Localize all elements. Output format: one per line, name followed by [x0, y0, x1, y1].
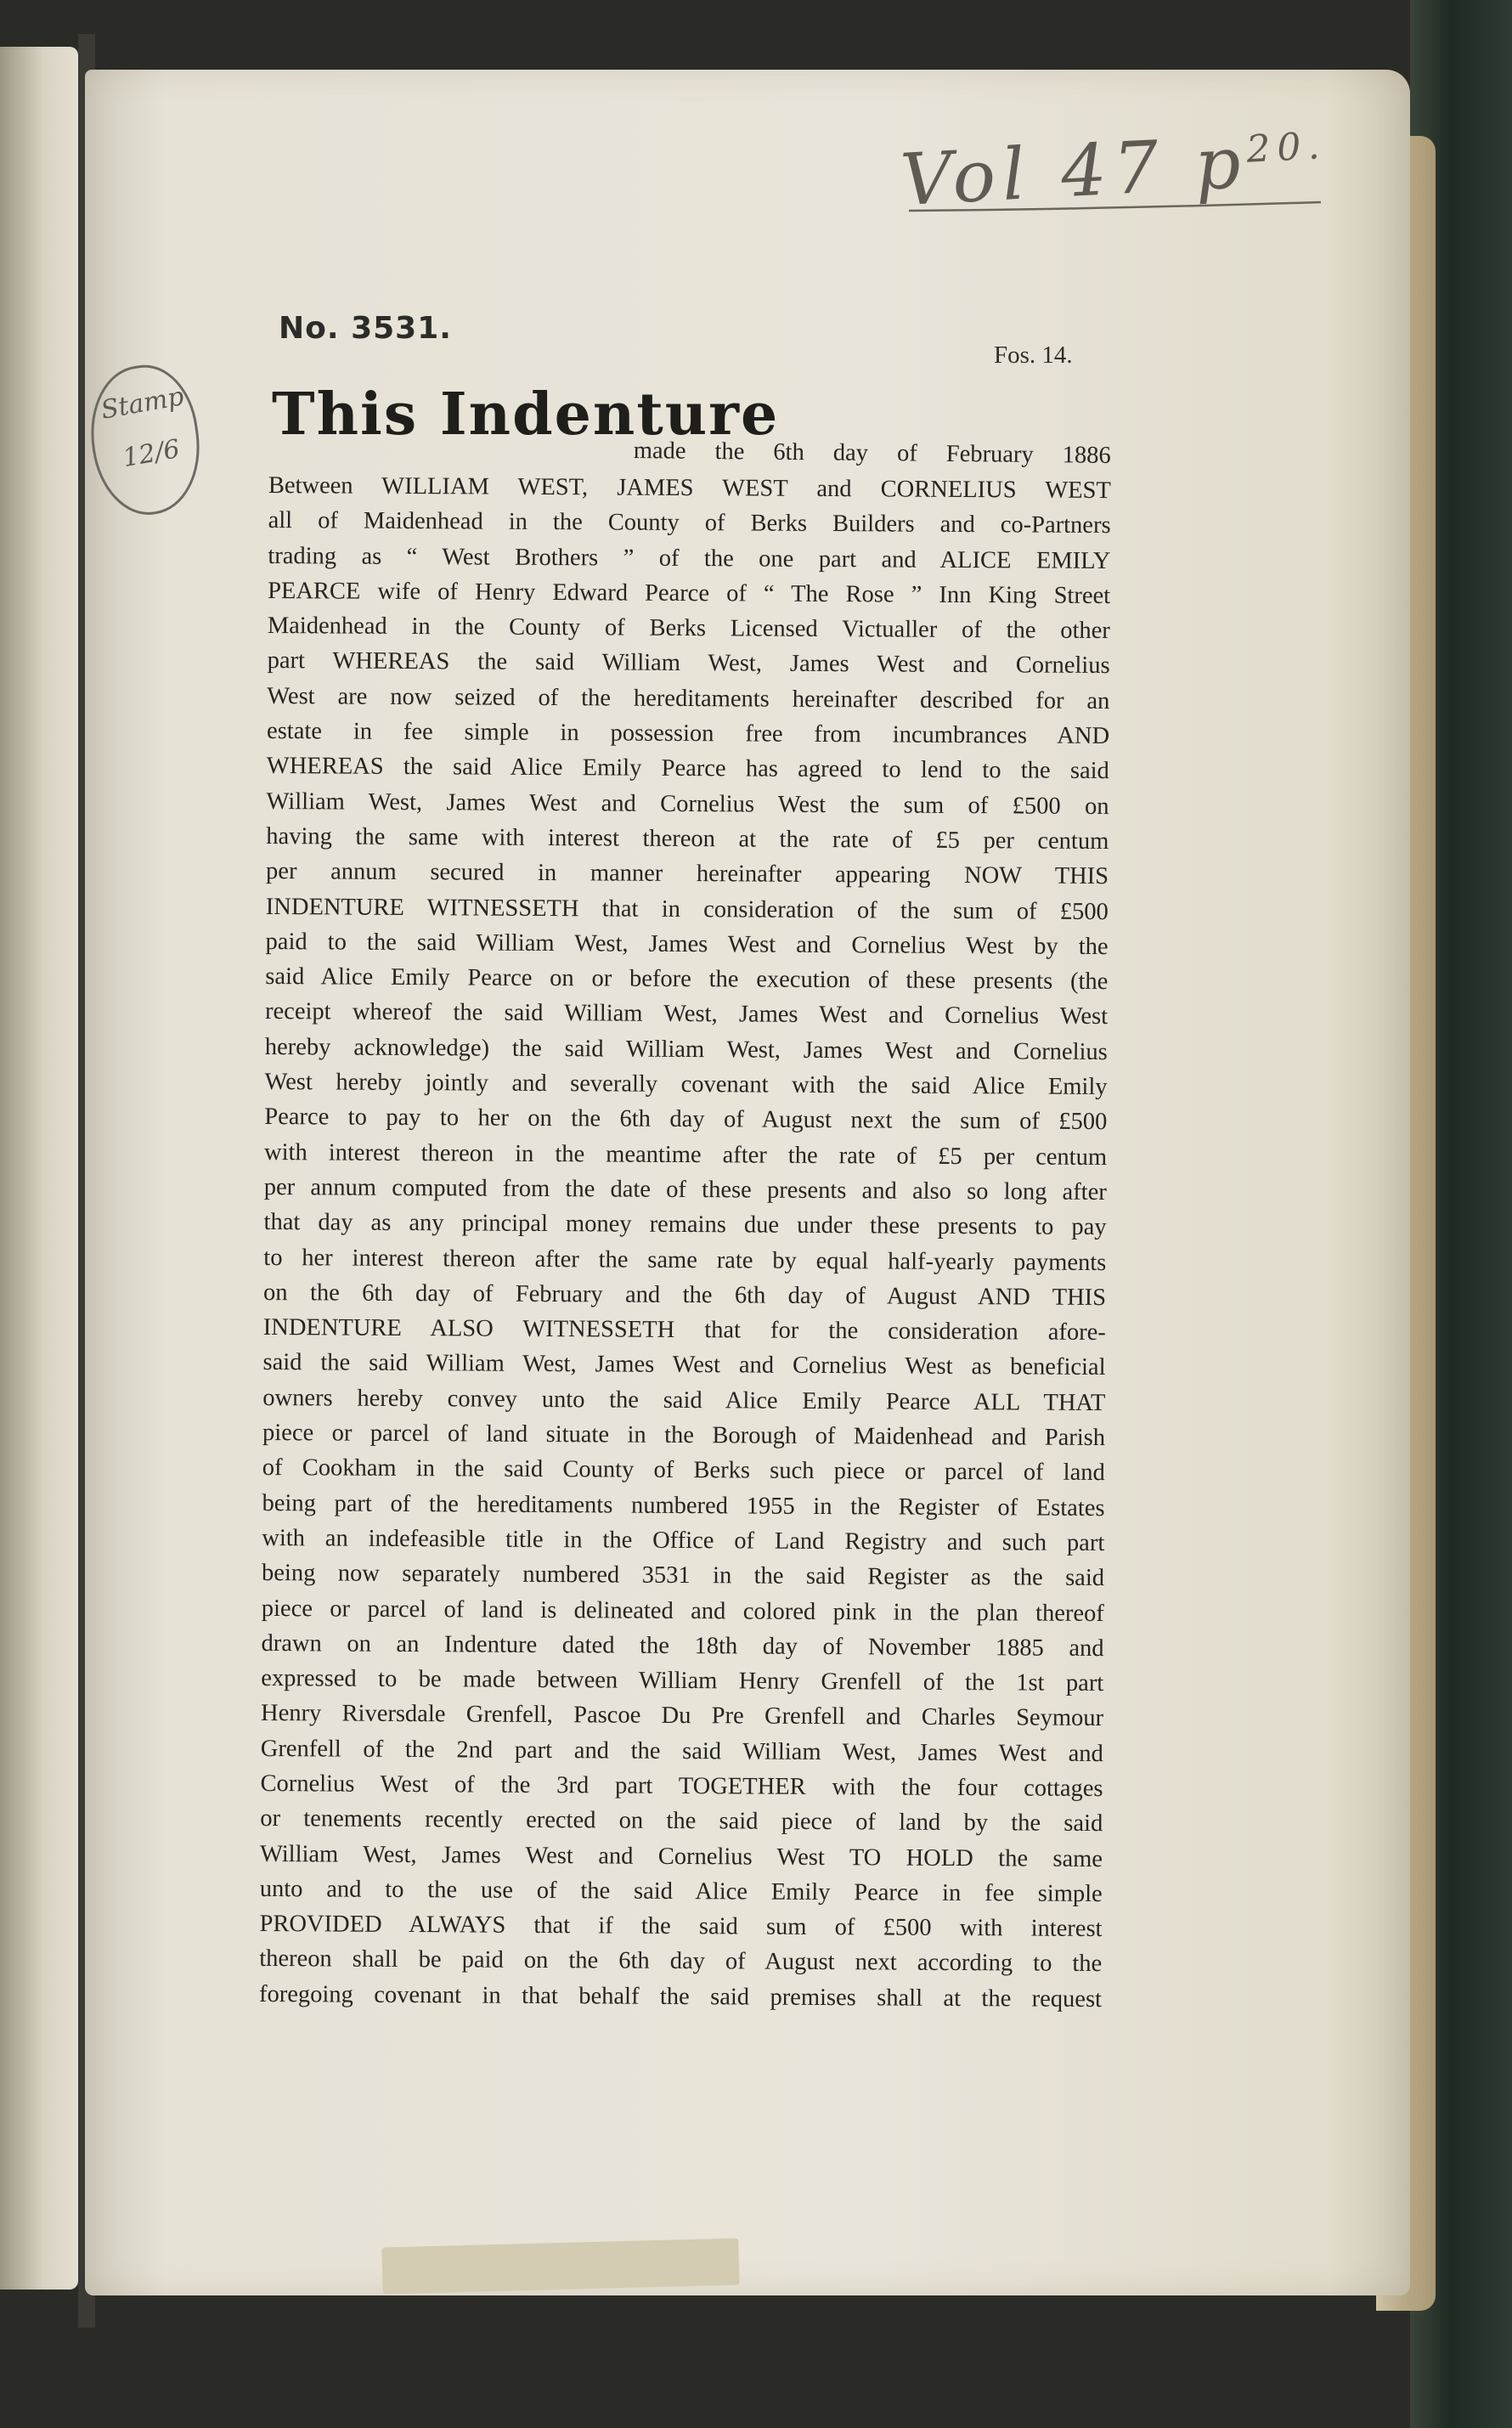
text-line — [267, 749, 1109, 789]
text-line — [262, 1451, 1105, 1491]
text-line — [263, 1206, 1106, 1245]
text-line-content: per annum secured in manner hereinafter appearing NOW THIS — [266, 858, 1109, 890]
text-line-content: or tenements recently erected on the said piece of land by the said — [260, 1805, 1103, 1838]
indenture-body — [259, 468, 1111, 2017]
text-line-content: with an indefeasible title in the Office of Land Registry and such part — [262, 1525, 1105, 1557]
text-line-content: all of Maidenhead in the County of Berks Builders and co-Partners — [268, 507, 1111, 539]
text-line — [263, 1310, 1106, 1350]
text-line — [264, 1135, 1107, 1175]
text-line — [266, 889, 1109, 929]
text-line-content: West are now seized of the hereditaments hereinafter described for an — [267, 683, 1110, 715]
text-line — [264, 1064, 1107, 1104]
text-line — [259, 1977, 1102, 2017]
text-line — [268, 504, 1110, 544]
text-line — [265, 959, 1108, 999]
indenture-date-line: made the 6th day of February 1886 — [633, 437, 1111, 469]
text-line — [265, 995, 1108, 1035]
volume-page-sup: 20. — [1245, 123, 1328, 172]
stamp-line-1: Stamp — [99, 381, 187, 426]
text-line-content: that day as any principal money remains due under these presents to pay — [263, 1209, 1107, 1241]
text-line-content: being part of the hereditaments numbered 1955 in the Register of Estates — [262, 1489, 1105, 1522]
text-line — [259, 1906, 1102, 1946]
text-line-content: PEARCE wife of Henry Edward Pearce of “ The Rose ” Inn King Street — [268, 578, 1111, 610]
text-line-content: owners hereby convey unto the said Alice Emily Pearce ALL THAT — [262, 1384, 1106, 1417]
text-line — [261, 1626, 1103, 1666]
text-line — [267, 714, 1109, 754]
text-line-content: said Alice Emily Pearce on or before the execution of these presents (the — [265, 963, 1109, 996]
text-line — [268, 468, 1111, 508]
text-line-content: PROVIDED ALWAYS that if the said sum of £500 with interest — [259, 1911, 1103, 1943]
text-line-content: trading as “ West Brothers ” of the one part and ALICE EMILY — [268, 542, 1111, 574]
text-line-content: piece or parcel of land situate in the Borough of Maidenhead and Parish — [262, 1420, 1106, 1452]
folio-count: Fos. 14. — [994, 342, 1073, 369]
text-line-content: receipt whereof the said William West, James West and Cornelius West — [264, 998, 1109, 1030]
text-line-content: said the said William West, James West and Cornelius West as beneficial — [262, 1349, 1106, 1381]
stamp-line-2: 12/6 — [120, 433, 183, 474]
text-line-content: with interest thereon in the meantime after the rate of £5 per centum — [263, 1138, 1108, 1171]
text-line — [261, 1661, 1103, 1701]
text-line-content: Pearce to pay to her on the 6th day of August next the sum of £500 — [264, 1104, 1108, 1136]
text-line-content: Henry Riversdale Grenfell, Pascoe Du Pre Grenfell and Charles Seymour — [260, 1700, 1104, 1732]
text-line-content: piece or parcel of land is delineated and colored pink in the plan thereof — [261, 1595, 1104, 1627]
text-line — [267, 644, 1109, 684]
text-line-content: thereon shall be paid on the 6th day of August next according to the — [259, 1945, 1103, 1978]
text-line — [262, 1415, 1105, 1455]
volume-ref-text: Vol 47 p — [898, 120, 1250, 223]
text-line-content: William West, James West and Cornelius West the sum of £500 on — [266, 788, 1109, 821]
text-line-content: INDENTURE WITNESSETH that in consideration of the sum of £500 — [265, 893, 1109, 925]
text-line — [260, 1802, 1103, 1842]
text-line-content: being now separately numbered 3531 in the said Register as the said — [261, 1560, 1105, 1592]
text-line — [259, 1942, 1102, 1982]
text-line — [262, 1486, 1104, 1526]
text-line-content: to her interest thereon after the same rate by equal half-yearly payments — [263, 1244, 1107, 1276]
text-line — [265, 1030, 1108, 1070]
text-line-content: drawn on an Indenture dated the 18th day of November 1885 and — [261, 1630, 1104, 1663]
text-line-content: foregoing covenant in that behalf the said premises shall at the request — [258, 1981, 1103, 2013]
text-line — [262, 1591, 1104, 1631]
text-line — [260, 1872, 1103, 1911]
text-line-content: hereby acknowledge) the said William West, James West and Cornelius — [264, 1034, 1108, 1066]
text-line-content: having the same with interest thereon at the rate of £5 per centum — [266, 823, 1109, 855]
stamp-duty-text — [92, 370, 201, 487]
text-line-content: part WHEREAS the said William West, James West and Cornelius — [267, 647, 1110, 680]
text-line-content: paid to the said William West, James West and Cornelius West by the — [265, 929, 1109, 961]
text-line — [262, 1521, 1104, 1561]
indenture-title: This Indenture — [272, 381, 780, 449]
text-line — [266, 819, 1109, 859]
text-line — [261, 1697, 1103, 1736]
text-line — [261, 1731, 1103, 1771]
text-line-content: on the 6th day of February and the 6th day of August AND THIS — [262, 1279, 1107, 1312]
text-line-content: per annum computed from the date of these presents and also so long after — [263, 1174, 1107, 1206]
text-line — [268, 573, 1110, 613]
text-line-content: of Cookham in the said County of Berks such piece or parcel of land — [262, 1454, 1105, 1487]
text-line-content: unto and to the use of the said Alice Emily Pearce in fee simple — [259, 1876, 1103, 1908]
text-line-content: Maidenhead in the County of Berks Licensed Victualler of the other — [267, 613, 1110, 645]
text-line — [266, 784, 1109, 824]
text-line — [264, 1100, 1107, 1140]
text-line — [267, 679, 1109, 719]
text-line-content: INDENTURE ALSO WITNESSETH that for the consideration afore- — [262, 1314, 1106, 1347]
text-line — [264, 1170, 1107, 1210]
text-line-content: Cornelius West of the 3rd part TOGETHER with the four cottages — [260, 1770, 1103, 1803]
text-line — [268, 608, 1110, 648]
text-line-content: William West, James West and Cornelius West TO HOLD the same — [259, 1840, 1103, 1872]
text-line — [260, 1766, 1103, 1806]
text-line — [262, 1346, 1105, 1386]
text-line — [262, 1381, 1105, 1420]
text-line-content: Grenfell of the 2nd part and the said William West, James West and — [260, 1735, 1103, 1768]
text-line — [260, 1837, 1103, 1877]
facing-page-edge — [0, 47, 78, 2290]
text-line-content: West hereby jointly and severally covenant with the said Alice Emily — [264, 1069, 1108, 1101]
text-line-content: WHEREAS the said Alice Emily Pearce has agreed to lend to the said — [266, 753, 1109, 785]
text-line-content: expressed to be made between William Henry Grenfell of the 1st part — [261, 1665, 1104, 1697]
text-line — [266, 855, 1109, 895]
text-line — [265, 924, 1108, 964]
text-line — [262, 1556, 1104, 1595]
text-line — [263, 1240, 1106, 1280]
text-line — [263, 1275, 1106, 1315]
text-line — [268, 539, 1110, 579]
paper-tab — [381, 2239, 739, 2295]
document-number: No. 3531. — [279, 311, 452, 346]
text-line-content: Between WILLIAM WEST, JAMES WEST and CORNELIUS WEST — [268, 472, 1111, 505]
text-line-content: estate in fee simple in possession free from incumbrances AND — [267, 718, 1110, 750]
